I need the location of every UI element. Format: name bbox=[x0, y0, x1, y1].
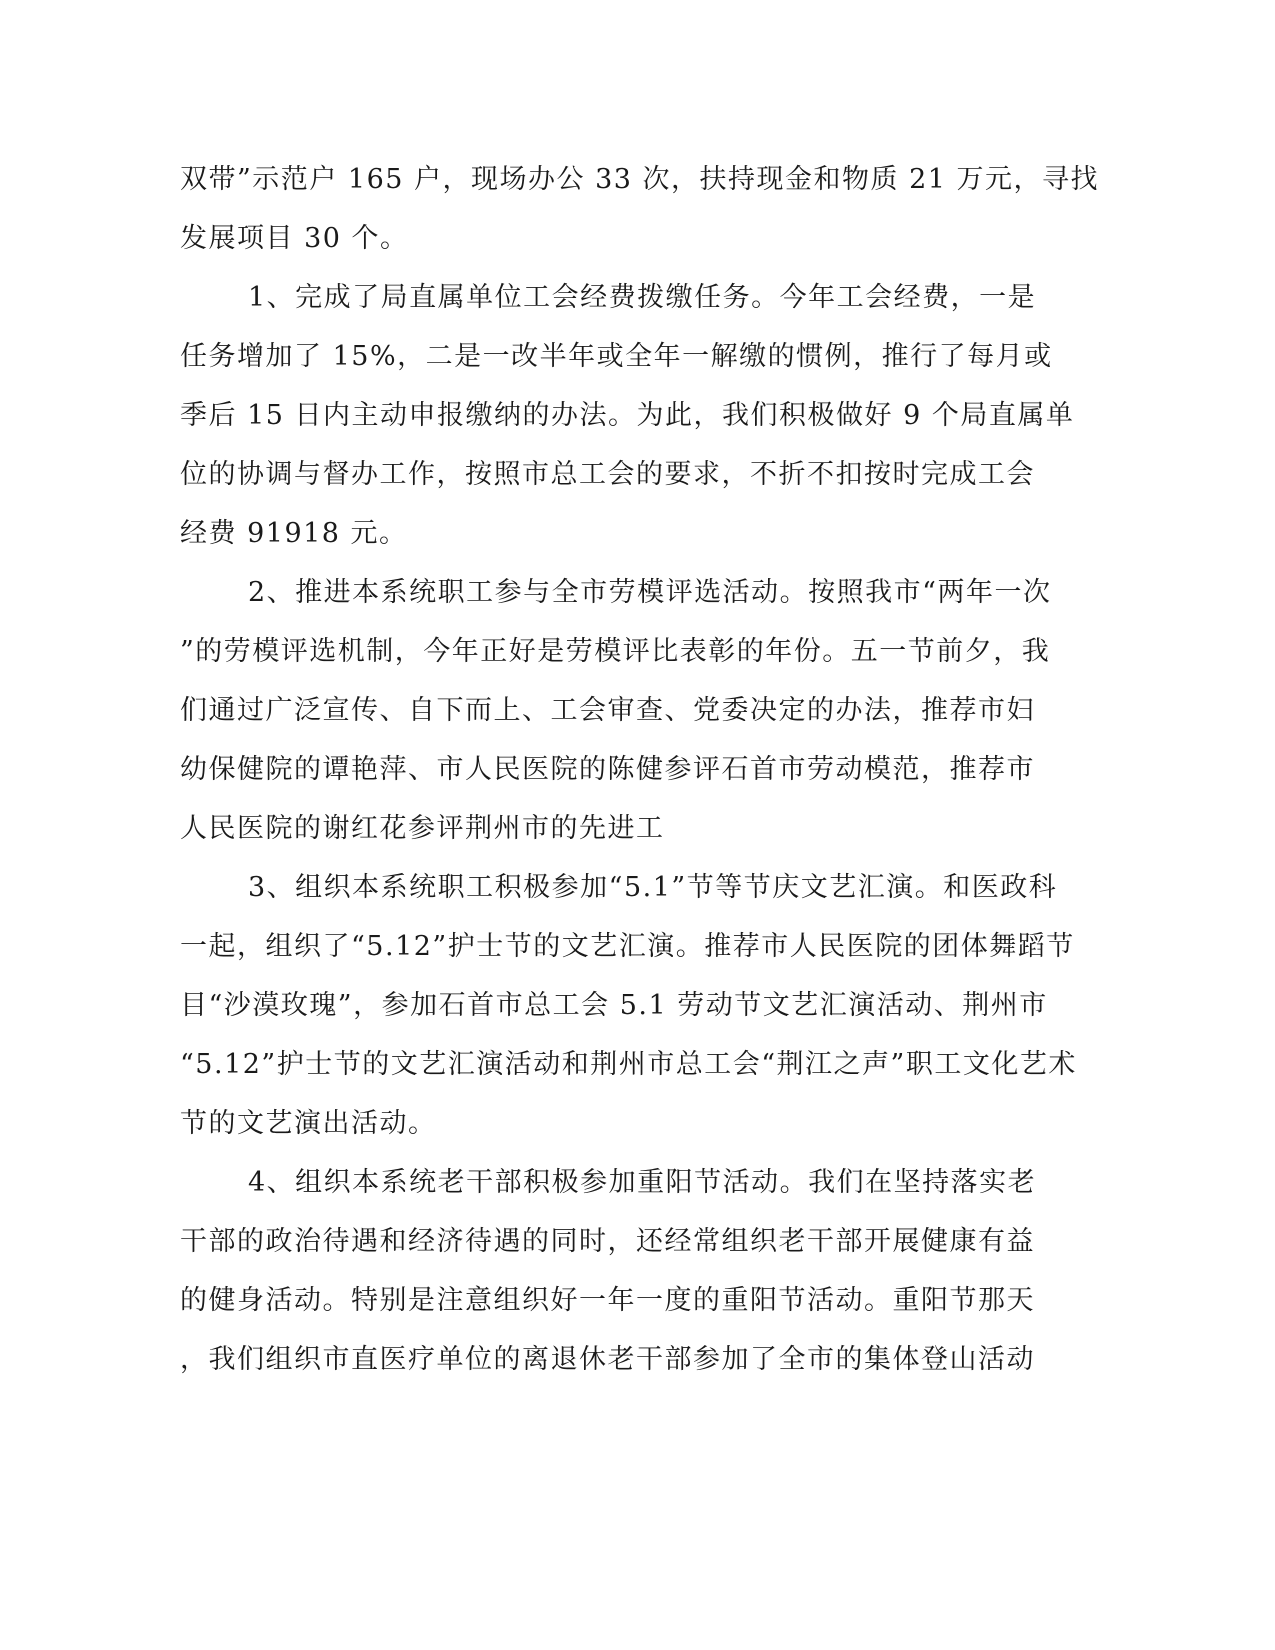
text-line: 任务增加了 15%，二是一改半年或全年一解缴的惯例，推行了每月或 bbox=[180, 341, 1053, 372]
paragraph-2-start: 2、推进本系统职工参与全市劳模评选活动。按照我市“两年一次 bbox=[248, 577, 1052, 608]
text-line: 双带”示范户 165 户，现场办公 33 次，扶持现金和物质 21 万元，寻找 bbox=[180, 164, 1100, 195]
text-line: 节的文艺演出活动。 bbox=[180, 1108, 437, 1139]
text-line: 位的协调与督办工作，按照市总工会的要求，不折不扣按时完成工会 bbox=[180, 459, 1035, 490]
paragraph-1-start: 1、完成了局直属单位工会经费拨缴任务。今年工会经费，一是 bbox=[248, 282, 1037, 313]
text-line: 季后 15 日内主动申报缴纳的办法。为此，我们积极做好 9 个局直属单 bbox=[180, 400, 1075, 431]
text-line: ，我们组织市直医疗单位的离退休老干部参加了全市的集体登山活动 bbox=[180, 1344, 1035, 1375]
text-line: 的健身活动。特别是注意组织好一年一度的重阳节活动。重阳节那天 bbox=[180, 1285, 1035, 1316]
text-line: 一起，组织了“5.12”护士节的文艺汇演。推荐市人民医院的团体舞蹈节 bbox=[180, 931, 1075, 962]
text-line: 干部的政治待遇和经济待遇的同时，还经常组织老干部开展健康有益 bbox=[180, 1226, 1035, 1257]
paragraph-3-start: 3、组织本系统职工积极参加“5.1”节等节庆文艺汇演。和医政科 bbox=[248, 872, 1058, 903]
text-line: “5.12”护士节的文艺汇演活动和荆州市总工会“荆江之声”职工文化艺术 bbox=[180, 1049, 1077, 1080]
text-line: 幼保健院的谭艳萍、市人民医院的陈健参评石首市劳动模范，推荐市 bbox=[180, 754, 1035, 785]
text-line: 发展项目 30 个。 bbox=[180, 223, 409, 254]
paragraph-4-start: 4、组织本系统老干部积极参加重阳节活动。我们在坚持落实老 bbox=[248, 1167, 1037, 1198]
text-line: 们通过广泛宣传、自下而上、工会审查、党委决定的办法，推荐市妇 bbox=[180, 695, 1035, 726]
text-line: 人民医院的谢红花参评荆州市的先进工 bbox=[180, 813, 665, 844]
text-line: 经费 91918 元。 bbox=[180, 518, 408, 549]
text-line: 目“沙漠玫瑰”，参加石首市总工会 5.1 劳动节文艺汇演活动、荆州市 bbox=[180, 990, 1048, 1021]
text-line: ”的劳模评选机制，今年正好是劳模评比表彰的年份。五一节前夕，我 bbox=[180, 636, 1051, 667]
